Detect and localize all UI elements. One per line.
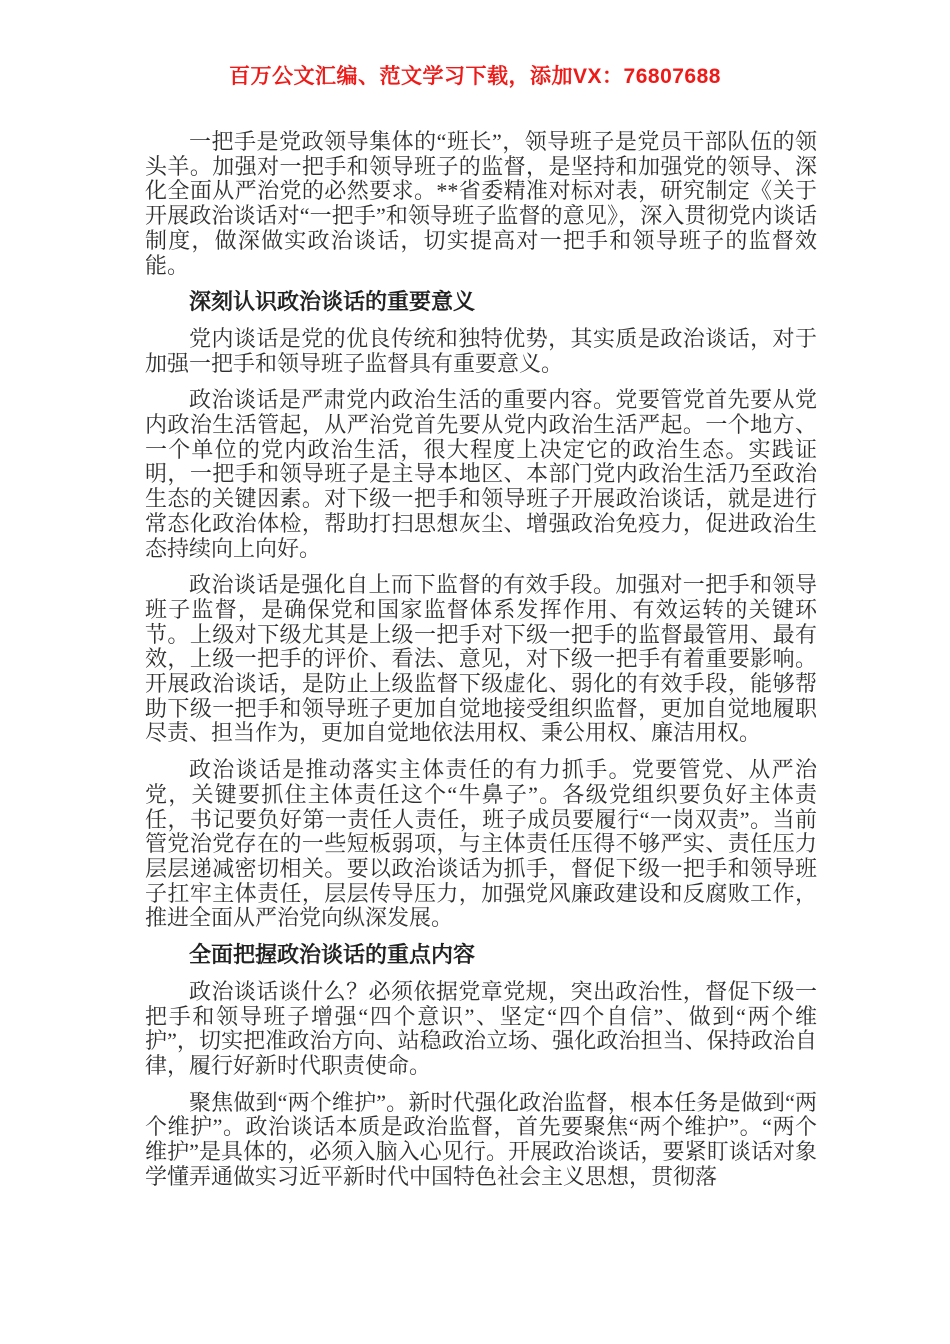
document-body: [145, 130, 817, 1189]
paragraph-talk-content: 政治谈话谈什么？必须依据党章党规，突出政治性，督促下级一把手和领导班子增强“四个意识”、坚定“四个自信”、做到“两个维护”，切实把准政治方向、站稳政治立场、强化政治担当、保持政治自律，履行好新时代职责使命。: [145, 978, 817, 1078]
section-heading-significance: 深刻认识政治谈话的重要意义: [189, 289, 476, 315]
paragraph-responsibility: 政治谈话是推动落实主体责任的有力抓手。党要管党、从严治党，关键要抓住主体责任这个“牛鼻子”。各级党组织要负好主体责任，书记要负好第一责任人责任，班子成员要履行“一岗双责”。当前管党治党存在的一些短板弱项，与主体责任压得不够严实、责任压力层层递减密切相关。要以政治谈话为抓手，督促下级一把手和领导班子扛牢主体责任，层层传导压力，加强党风廉政建设和反腐败工作，推进全面从严治党向纵深发展。: [145, 757, 817, 931]
paragraph-supervision: 政治谈话是强化自上而下监督的有效手段。加强对一把手和领导班子监督，是确保党和国家监督体系发挥作用、有效运转的关键环节。上级对下级尤其是上级一把手对下级一把手的监督最管用、最有效，上级一把手的评价、看法、意见，对下级一把手有着重要影响。开展政治谈话，是防止上级监督下级虚化、弱化的有效手段，能够帮助下级一把手和领导班子更加自觉地接受组织监督，更加自觉地履职尽责、担当作为，更加自觉地依法用权、秉公用权、廉洁用权。: [145, 572, 817, 746]
header-ad-notice: 百万公文汇编、范文学习下载，添加VX：76807688: [229, 65, 721, 88]
section-heading-key-content: 全面把握政治谈话的重点内容: [189, 942, 476, 968]
paragraph-intro: 一把手是党政领导集体的“班长”，领导班子是党员干部队伍的领头羊。加强对一把手和领导班子的监督，是坚持和加强党的领导、深化全面从严治党的必然要求。**省委精准对标对表，研究制定《关于开展政治谈话对“一把手”和领导班子监督的意见》，深入贯彻党内谈话制度，做深做实政治谈话，切实提高对一把手和领导班子的监督效能。: [145, 129, 817, 278]
paragraph-two-upholds: 聚焦做到“两个维护”。新时代强化政治监督，根本任务是做到“两个维护”。政治谈话本质是政治监督，首先要聚焦“两个维护”。“两个维护”是具体的，必须入脑入心见行。开展政治谈话，要紧盯谈话对象学懂弄通做实习近平新时代中国特色社会主义思想，贯彻落: [145, 1089, 817, 1189]
paragraph-political-life: 政治谈话是严肃党内政治生活的重要内容。党要管党首先要从党内政治生活管起，从严治党首先要从党内政治生活严起。一个地方、一个单位的党内政治生活，很大程度上决定它的政治生态。实践证明，一把手和领导班子是主导本地区、本部门党内政治生活乃至政治生态的关键因素。对下级一把手和领导班子开展政治谈话，就是进行常态化政治体检，帮助打扫思想灰尘、增强政治免疫力，促进政治生态持续向上向好。: [145, 387, 817, 561]
paragraph-tradition: 党内谈话是党的优良传统和独特优势，其实质是政治谈话，对于加强一把手和领导班子监督具有重要意义。: [145, 325, 817, 376]
